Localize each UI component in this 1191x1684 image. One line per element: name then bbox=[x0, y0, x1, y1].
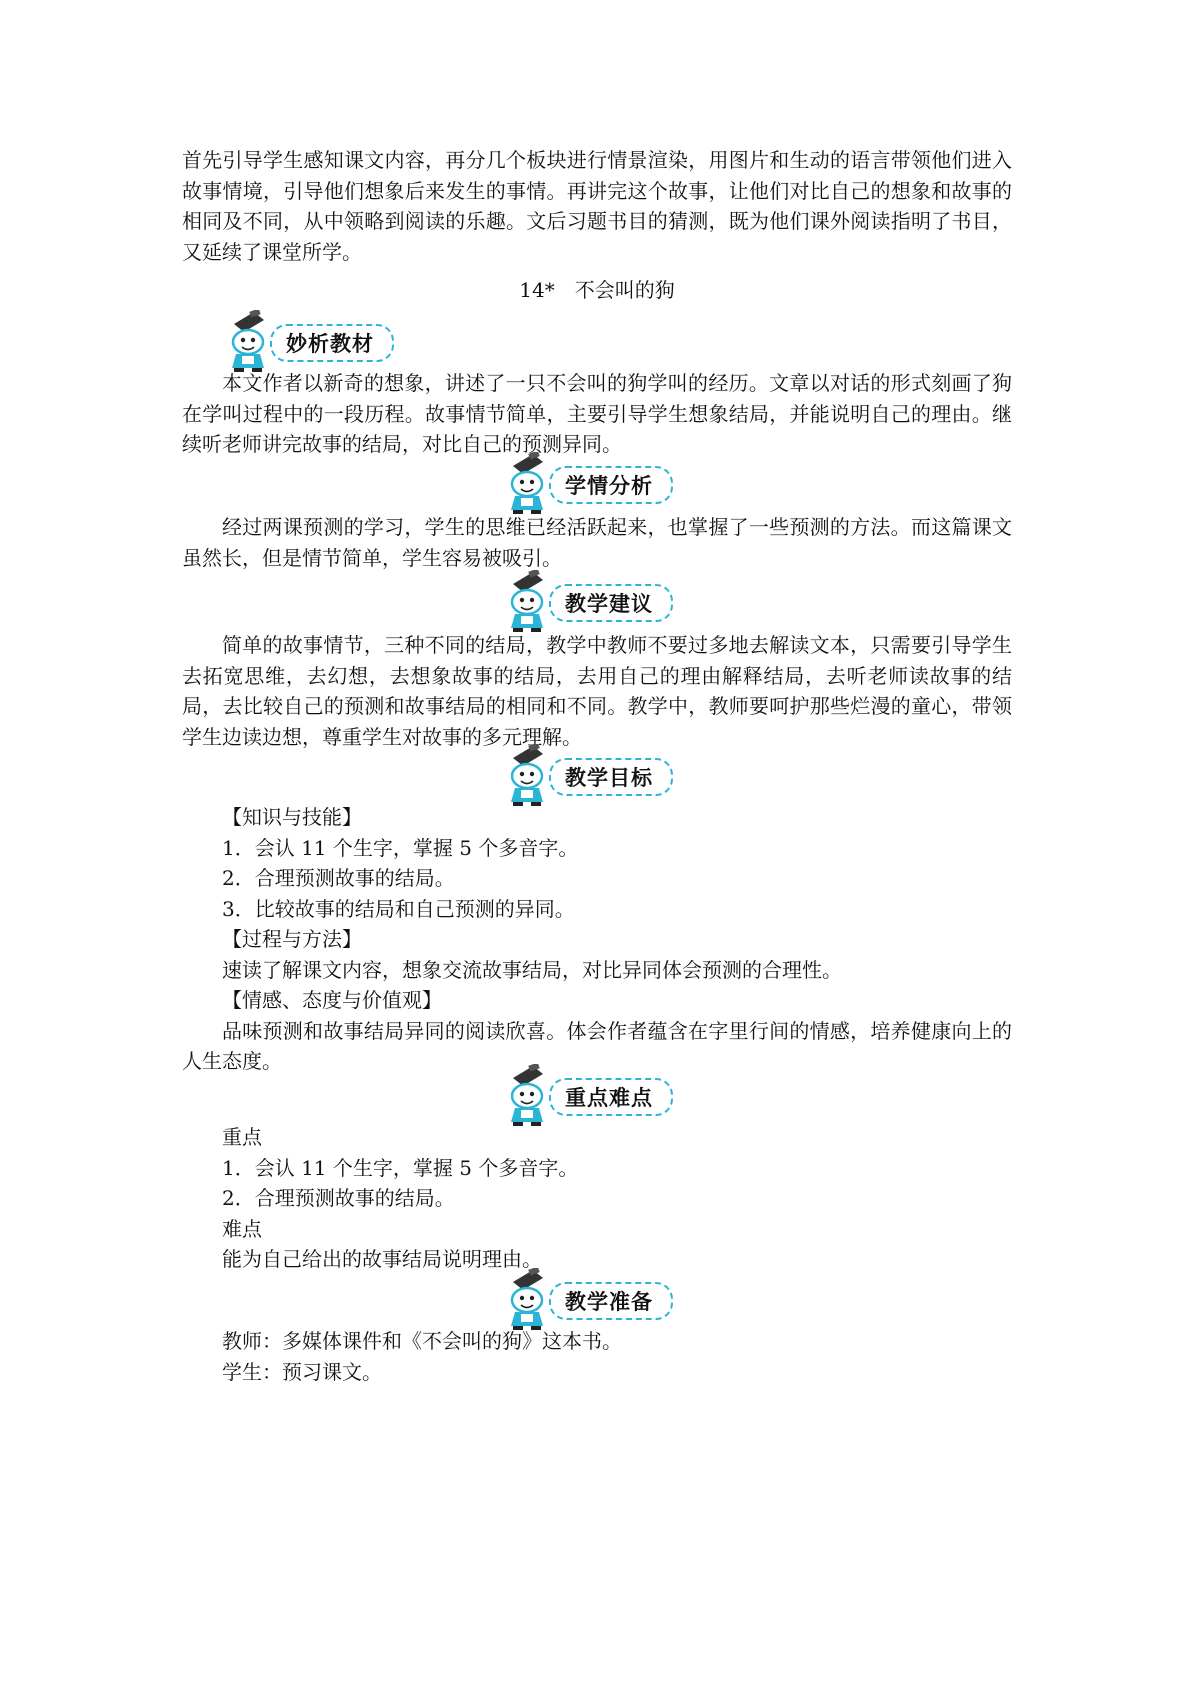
section-badge-suggestion bbox=[499, 578, 673, 628]
section-badge-keypoints bbox=[499, 1072, 673, 1122]
teacher-mascot-icon bbox=[499, 744, 549, 808]
learning-text: 经过两课预测的学习，学生的思维已经活跃起来，也掌握了一些预测的方法。而这篇课文虽然长，但是情节简单，学生容易被吸引。 bbox=[182, 515, 1012, 570]
teacher-mascot-icon bbox=[220, 310, 270, 374]
key-item: 2．合理预测故事的结局。 bbox=[222, 1186, 455, 1210]
section-heading-keypoints: 重点难点 bbox=[565, 1086, 653, 1110]
section-badge-goals bbox=[499, 752, 673, 802]
knowledge-item: 1．会认 11 个生字，掌握 5 个多音字。 bbox=[222, 835, 579, 860]
lesson-title: 14* 不会叫的狗 bbox=[519, 278, 675, 302]
knowledge-item: 2．合理预测故事的结局。 bbox=[222, 866, 455, 890]
difficulty-text: 能为自己给出的故事结局说明理由。 bbox=[222, 1247, 542, 1271]
key-label: 重点 bbox=[222, 1125, 262, 1149]
knowledge-label: 【知识与技能】 bbox=[222, 805, 362, 829]
intro-paragraph: 首先引导学生感知课文内容，再分几个板块进行情景渲染，用图片和生动的语言带领他们进入故事情境，引导他们想象后来发生的事情。再讲完这个故事，让他们对比自己的想象和故事的相同及不同，从中领略到阅读的乐趣。文后习题书目的猜测，既为他们课外阅读指明了书目，又延续了课堂所学。 bbox=[182, 148, 1012, 264]
section-heading-analysis: 妙析教材 bbox=[286, 332, 374, 356]
teacher-mascot-icon bbox=[499, 1064, 549, 1128]
process-text: 速读了解课文内容，想象交流故事结局，对比异同体会预测的合理性。 bbox=[222, 957, 842, 982]
knowledge-item: 3．比较故事的结局和自己预测的异同。 bbox=[222, 896, 575, 921]
emotion-label: 【情感、态度与价值观】 bbox=[222, 988, 442, 1012]
section-heading-learning: 学情分析 bbox=[565, 474, 653, 498]
preparation-student: 学生：预习课文。 bbox=[222, 1359, 382, 1384]
difficulty-label: 难点 bbox=[222, 1216, 262, 1241]
section-badge-preparation bbox=[499, 1276, 673, 1326]
preparation-teacher: 教师：多媒体课件和《不会叫的狗》这本书。 bbox=[222, 1329, 622, 1353]
analysis-text: 本文作者以新奇的想象，讲述了一只不会叫的狗学叫的经历。文章以对话的形式刻画了狗在学叫过程中的一段历程。故事情节简单，主要引导学生想象结局，并能说明自己的理由。继续听老师讲完故事的结局，对比自己的预测异同。 bbox=[182, 371, 1012, 456]
suggestion-text: 简单的故事情节，三种不同的结局，教学中教师不要过多地去解读文本，只需要引导学生去拓宽思维，去幻想，去想象故事的结局，去用自己的理由解释结局，去听老师读故事的结局，去比较自己的预测和故事结局的相同和不同。教学中，教师要呵护那些烂漫的童心，带领学生边读边想，尊重学生对故事的多元理解。 bbox=[182, 633, 1012, 749]
section-badge-analysis bbox=[220, 318, 394, 368]
key-item: 1．会认 11 个生字，掌握 5 个多音字。 bbox=[222, 1155, 579, 1180]
section-heading-goals: 教学目标 bbox=[565, 766, 653, 790]
process-label: 【过程与方法】 bbox=[222, 927, 362, 951]
teacher-mascot-icon bbox=[499, 570, 549, 634]
emotion-text: 品味预测和故事结局异同的阅读欣喜。体会作者蕴含在字里行间的情感，培养健康向上的人生态度。 bbox=[182, 1018, 1012, 1073]
teacher-mascot-icon bbox=[499, 452, 549, 516]
teacher-mascot-icon bbox=[499, 1268, 549, 1332]
section-heading-preparation: 教学准备 bbox=[565, 1290, 653, 1314]
section-heading-suggestion: 教学建议 bbox=[565, 592, 653, 616]
section-badge-learning bbox=[499, 460, 673, 510]
